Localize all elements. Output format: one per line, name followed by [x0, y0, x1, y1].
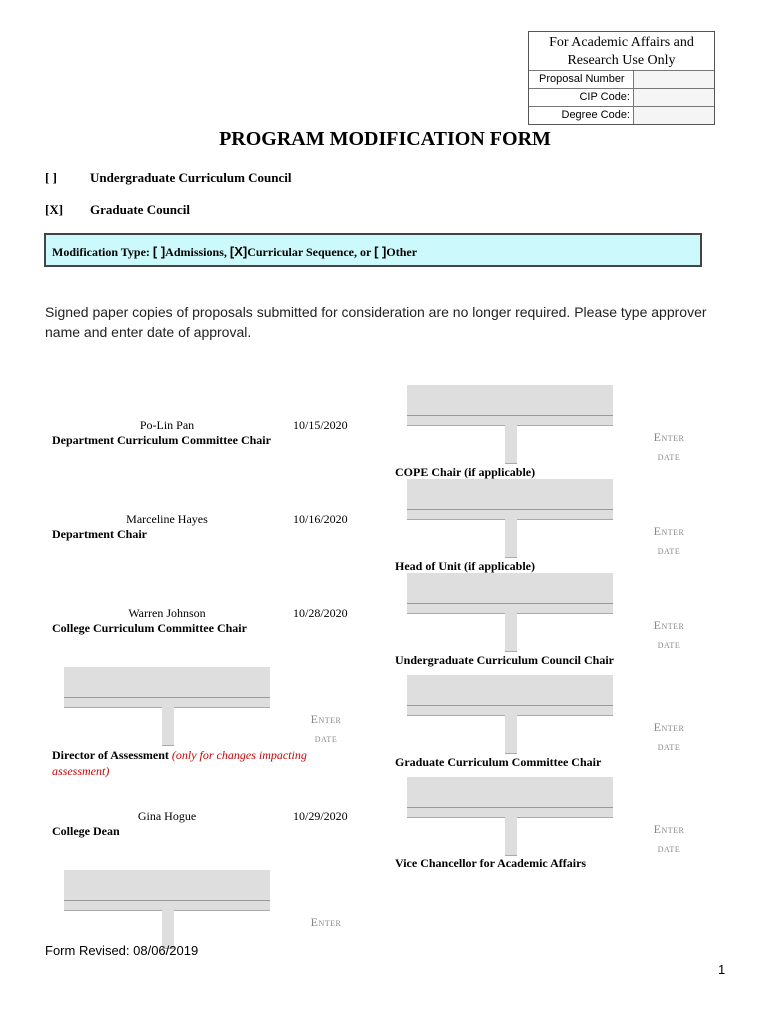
other-label: Other [386, 245, 418, 259]
signature-name-field[interactable] [64, 667, 270, 708]
enter-date-field[interactable]: Enter date [653, 822, 685, 855]
enter-date-field[interactable]: Enter [310, 915, 342, 929]
degree-code-field[interactable] [634, 107, 714, 124]
office-label: CIP Code: [529, 89, 634, 106]
signature-name-field[interactable] [407, 479, 613, 520]
role-label: Director of Assessment (only for changes impacting assessment) [52, 748, 307, 778]
role-label: Graduate Curriculum Committee Chair [395, 755, 602, 769]
assessment-note: (only for changes impacting assessment) [52, 748, 307, 778]
signature-date-marker [505, 425, 517, 464]
cip-code-field[interactable] [634, 89, 714, 106]
signature-date-marker [505, 817, 517, 856]
signature-name-field[interactable] [64, 870, 270, 911]
signature-date-marker [505, 519, 517, 558]
role-label: Undergraduate Curriculum Council Chair [395, 653, 614, 667]
office-row-degree [529, 107, 714, 124]
role-label: Department Chair [52, 527, 147, 541]
form-revised-footer: Form Revised: 08/06/2019 [45, 943, 199, 958]
office-use-heading: For Academic Affairs and Research Use Only [529, 32, 714, 71]
office-row-cip [529, 89, 714, 107]
enter-date-field[interactable]: Enter date [653, 618, 685, 651]
role-label: College Dean [52, 824, 120, 838]
council-checkbox-gc[interactable]: [X] [45, 202, 64, 217]
enter-date-field[interactable]: Enter date [653, 524, 685, 557]
signer-date[interactable]: 10/16/2020 [293, 512, 348, 526]
signature-name-field[interactable] [407, 385, 613, 426]
notice-text: Signed paper copies of proposals submitted for consideration are no longer required. Please type approver name and enter date of approval. [45, 304, 707, 340]
council-label-ugcc: Undergraduate Curriculum Council [90, 170, 292, 185]
signature-name-field[interactable] [407, 573, 613, 614]
office-row-proposal [529, 71, 714, 89]
enter-date-field[interactable]: Enter date [653, 430, 685, 463]
signer-date[interactable]: 10/29/2020 [293, 809, 348, 823]
role-label: Department Curriculum Committee Chair [52, 433, 271, 447]
curricular-sequence-checkbox[interactable]: [X] [229, 244, 248, 259]
page-number: 1 [718, 962, 726, 977]
signature-date-marker [505, 715, 517, 754]
proposal-number-field[interactable] [634, 71, 714, 88]
signature-name-field[interactable] [407, 777, 613, 818]
signer-name[interactable]: Warren Johnson [128, 606, 206, 620]
role-label: COPE Chair (if applicable) [395, 465, 536, 479]
signature-name-field[interactable] [407, 675, 613, 716]
signer-name[interactable]: Gina Hogue [137, 809, 197, 823]
other-checkbox[interactable]: [ ] [374, 244, 387, 259]
signer-date[interactable]: 10/15/2020 [293, 418, 348, 432]
page-title: PROGRAM MODIFICATION FORM [219, 128, 551, 150]
office-label: Degree Code: [529, 107, 634, 124]
role-label: College Curriculum Committee Chair [52, 621, 247, 635]
council-checkbox-ugcc[interactable]: [ ] [45, 170, 57, 185]
signer-date[interactable]: 10/28/2020 [293, 606, 348, 620]
curricular-sequence-label: Curricular Sequence, [247, 245, 357, 259]
office-label: Proposal Number [529, 71, 634, 88]
role-label: Head of Unit (if applicable) [395, 559, 535, 573]
signer-name[interactable]: Po-Lin Pan [139, 418, 195, 432]
council-label-gc: Graduate Council [90, 202, 191, 217]
modification-type-label: Modification Type: [52, 245, 150, 259]
enter-date-field[interactable]: Enter date [653, 720, 685, 753]
admissions-checkbox[interactable]: [ ] [152, 244, 166, 259]
signature-date-marker [162, 707, 174, 746]
signature-date-marker [505, 613, 517, 652]
enter-date-field[interactable]: Enter date [310, 712, 342, 745]
role-label: Vice Chancellor for Academic Affairs [395, 856, 587, 870]
or-label: or [359, 245, 372, 259]
modification-type-box [44, 233, 702, 267]
admissions-label: Admissions, [165, 245, 227, 259]
office-use-table [528, 31, 715, 125]
signer-name[interactable]: Marceline Hayes [126, 512, 208, 526]
